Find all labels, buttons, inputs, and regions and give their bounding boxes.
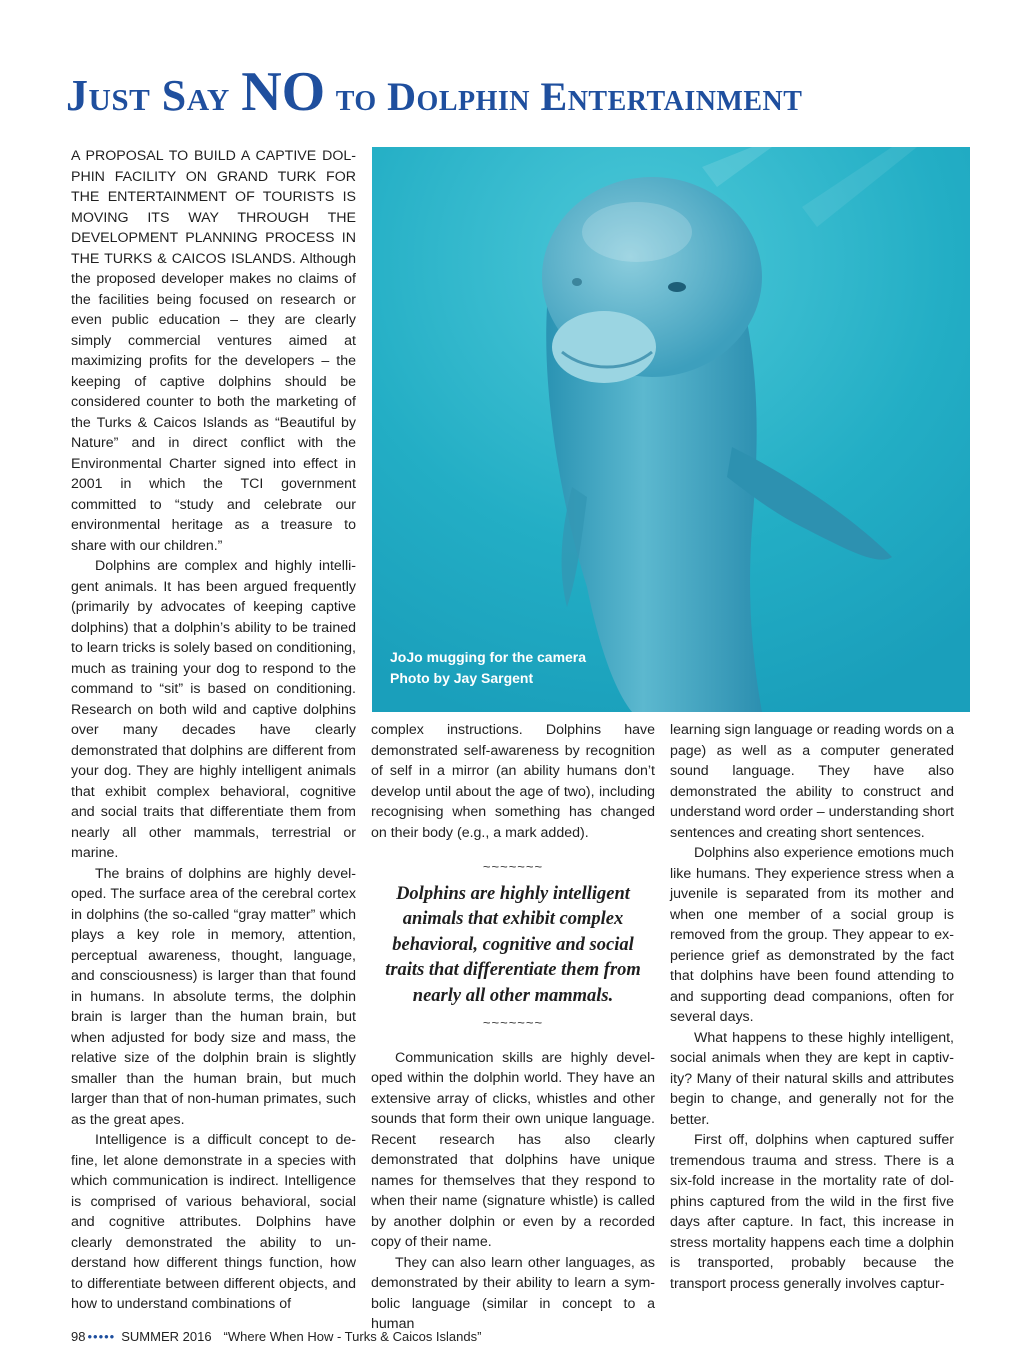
title-part-no: NO <box>241 61 326 123</box>
paragraph-languages: They can also learn other languages, as demonstrated by their ability to learn a symbolic language (similar in concept to a human <box>371 1254 655 1332</box>
paragraph-capture-stress: First off, dolphins when captured suffer tremendous trauma and stress. There is a six-fold increase in the mortality rate of dolphins captured from the wild in the first five days after capture. In fact, this increase in stress mortality happens each time a dolphin is transported, probably because the transport process generally involves captur- <box>670 1132 954 1292</box>
paragraph-brains: The brains of dolphins are highly developed. The surface area of the cerebral cortex in dolphins (the so-called “gray matter” which plays a key role in memory, attention, perceptual awareness, thought, language, and consciousness) is larger than that found in humans. In absolute terms, the dolphin brain is larger than the human brain, but when adjusted for body size and mass, the relative size of the dolphin brain is slightly smaller than the human brain, but much larger than that of non-human primates, such as the great apes. <box>71 865 356 1128</box>
paragraph-intelligence: Dolphins are complex and highly intelligent animals. It has been argued frequently (primarily by advocates of keeping captive dolphins) that a dolphin’s ability to be trained to learn tricks is solely based on conditioning, much as training your dog to respond to the command to “sit” is based on conditioning. Research on both wild and captive dolphins over many decades have clearly demonstrated that dolphins are different from your dog. They are highly intelligent animals that exhibit complex behavioral, cognitive and social traits that differentiate them from nearly all other mammals, terrestrial or marine. <box>71 558 356 861</box>
dolphin-photo <box>372 147 970 712</box>
pull-quote-text: Dolphins are highly intelligent animals that exhibit complex behavioral, cognitive and social traits that differentiate them from nearly all other mammals. <box>385 883 641 1006</box>
article-column-2 <box>371 720 655 1335</box>
article-column-3 <box>670 720 954 1294</box>
intro-lead-caps: A PROPOSAL TO BUILD A CAPTIVE DOLPHIN FACILITY ON GRAND TURK FOR THE ENTERTAINMENT OF TOURISTS IS MOVING ITS WAY THROUGH THE DEVELOPMENT PLANNING PROCESS IN THE TURKS & CAICOS ISLANDS. <box>71 148 356 267</box>
page-number: 98 <box>71 1329 86 1344</box>
paragraph-sign-language: learning sign language or reading words on a page) as well as a computer generated sound language. They have also demonstrated the ability to construct and understand word order – understanding short sentences and creating short sentences. <box>670 722 954 841</box>
intro-text: Although the proposed developer makes no claims of the facilities being focused on research or even public education – they are clearly simply commercial ventures aimed at maximizing profits for the developers – the keeping of captive dolphins should be considered counter to both the marketing of the Turks & Caicos Islands as “Beautiful by Nature” and in direct conflict with the Environmental Charter signed into effect in 2001 in which the TCI government committed to “study and celebrate our environmental heritage as a treasure to share with our children.” <box>71 250 357 554</box>
article-column-1 <box>71 146 356 1315</box>
intro-paragraph <box>71 146 356 556</box>
pull-quote <box>371 857 655 1034</box>
title-part-3: to Dolphin Entertainment <box>325 74 803 119</box>
paragraph-definition: Intelligence is a difficult concept to define, let alone demonstrate in a species with which communication is indirect. Intelligence is comprised of various behavioral, social and cognitive attributes. Dolphins have clearly demonstrated the ability to understand how different things function, how to differentiate between different objects, and how to understand combinations of <box>71 1132 356 1312</box>
footer-dots: ••••• <box>87 1329 116 1344</box>
pull-quote-divider-bottom: ~~~~~~~ <box>482 1015 544 1030</box>
title-part-1: Just Say <box>66 71 242 120</box>
article-title <box>66 60 986 124</box>
pull-quote-divider-top: ~~~~~~~ <box>482 859 544 874</box>
caption-title: JoJo mugging for the camera <box>390 649 587 665</box>
publication-name: “Where When How - Turks & Caicos Islands” <box>223 1329 482 1344</box>
paragraph-self-awareness: complex instructions. Dolphins have demonstrated self-awareness by recognition of self in a mirror (an ability humans don’t develop until about the age of two), including recognising when something has changed on their body (e.g., a mark added). <box>371 722 655 841</box>
photo-caption <box>390 647 586 689</box>
issue-label: SUMMER 2016 <box>121 1329 212 1344</box>
paragraph-communication: Communication skills are highly developed within the dolphin world. They have an extensive array of clicks, whistles and other sounds that form their own unique language. Recent research has also clearly demonstrated that dolphins have unique names for themselves that they respond to when their name (signature whistle) is called by another dolphin or even by a recorded copy of their name. <box>371 1049 655 1250</box>
dolphin-illustration <box>372 147 970 712</box>
caption-credit: Photo by Jay Sargent <box>390 670 534 686</box>
page-footer <box>71 1329 481 1344</box>
paragraph-captivity: What happens to these highly intelligent, social animals when they are kept in captivity? Many of their natural skills and attributes begin to change, and generally not for the better. <box>670 1029 954 1128</box>
paragraph-emotions: Dolphins also experience emotions much like humans. They experience stress when a juvenile is separated from its mother and when one member of a social group is removed from the group. They appear to experience grief as demonstrated by the fact that dolphins have been found attending to and supporting dead companions, often for several days. <box>670 845 954 1025</box>
